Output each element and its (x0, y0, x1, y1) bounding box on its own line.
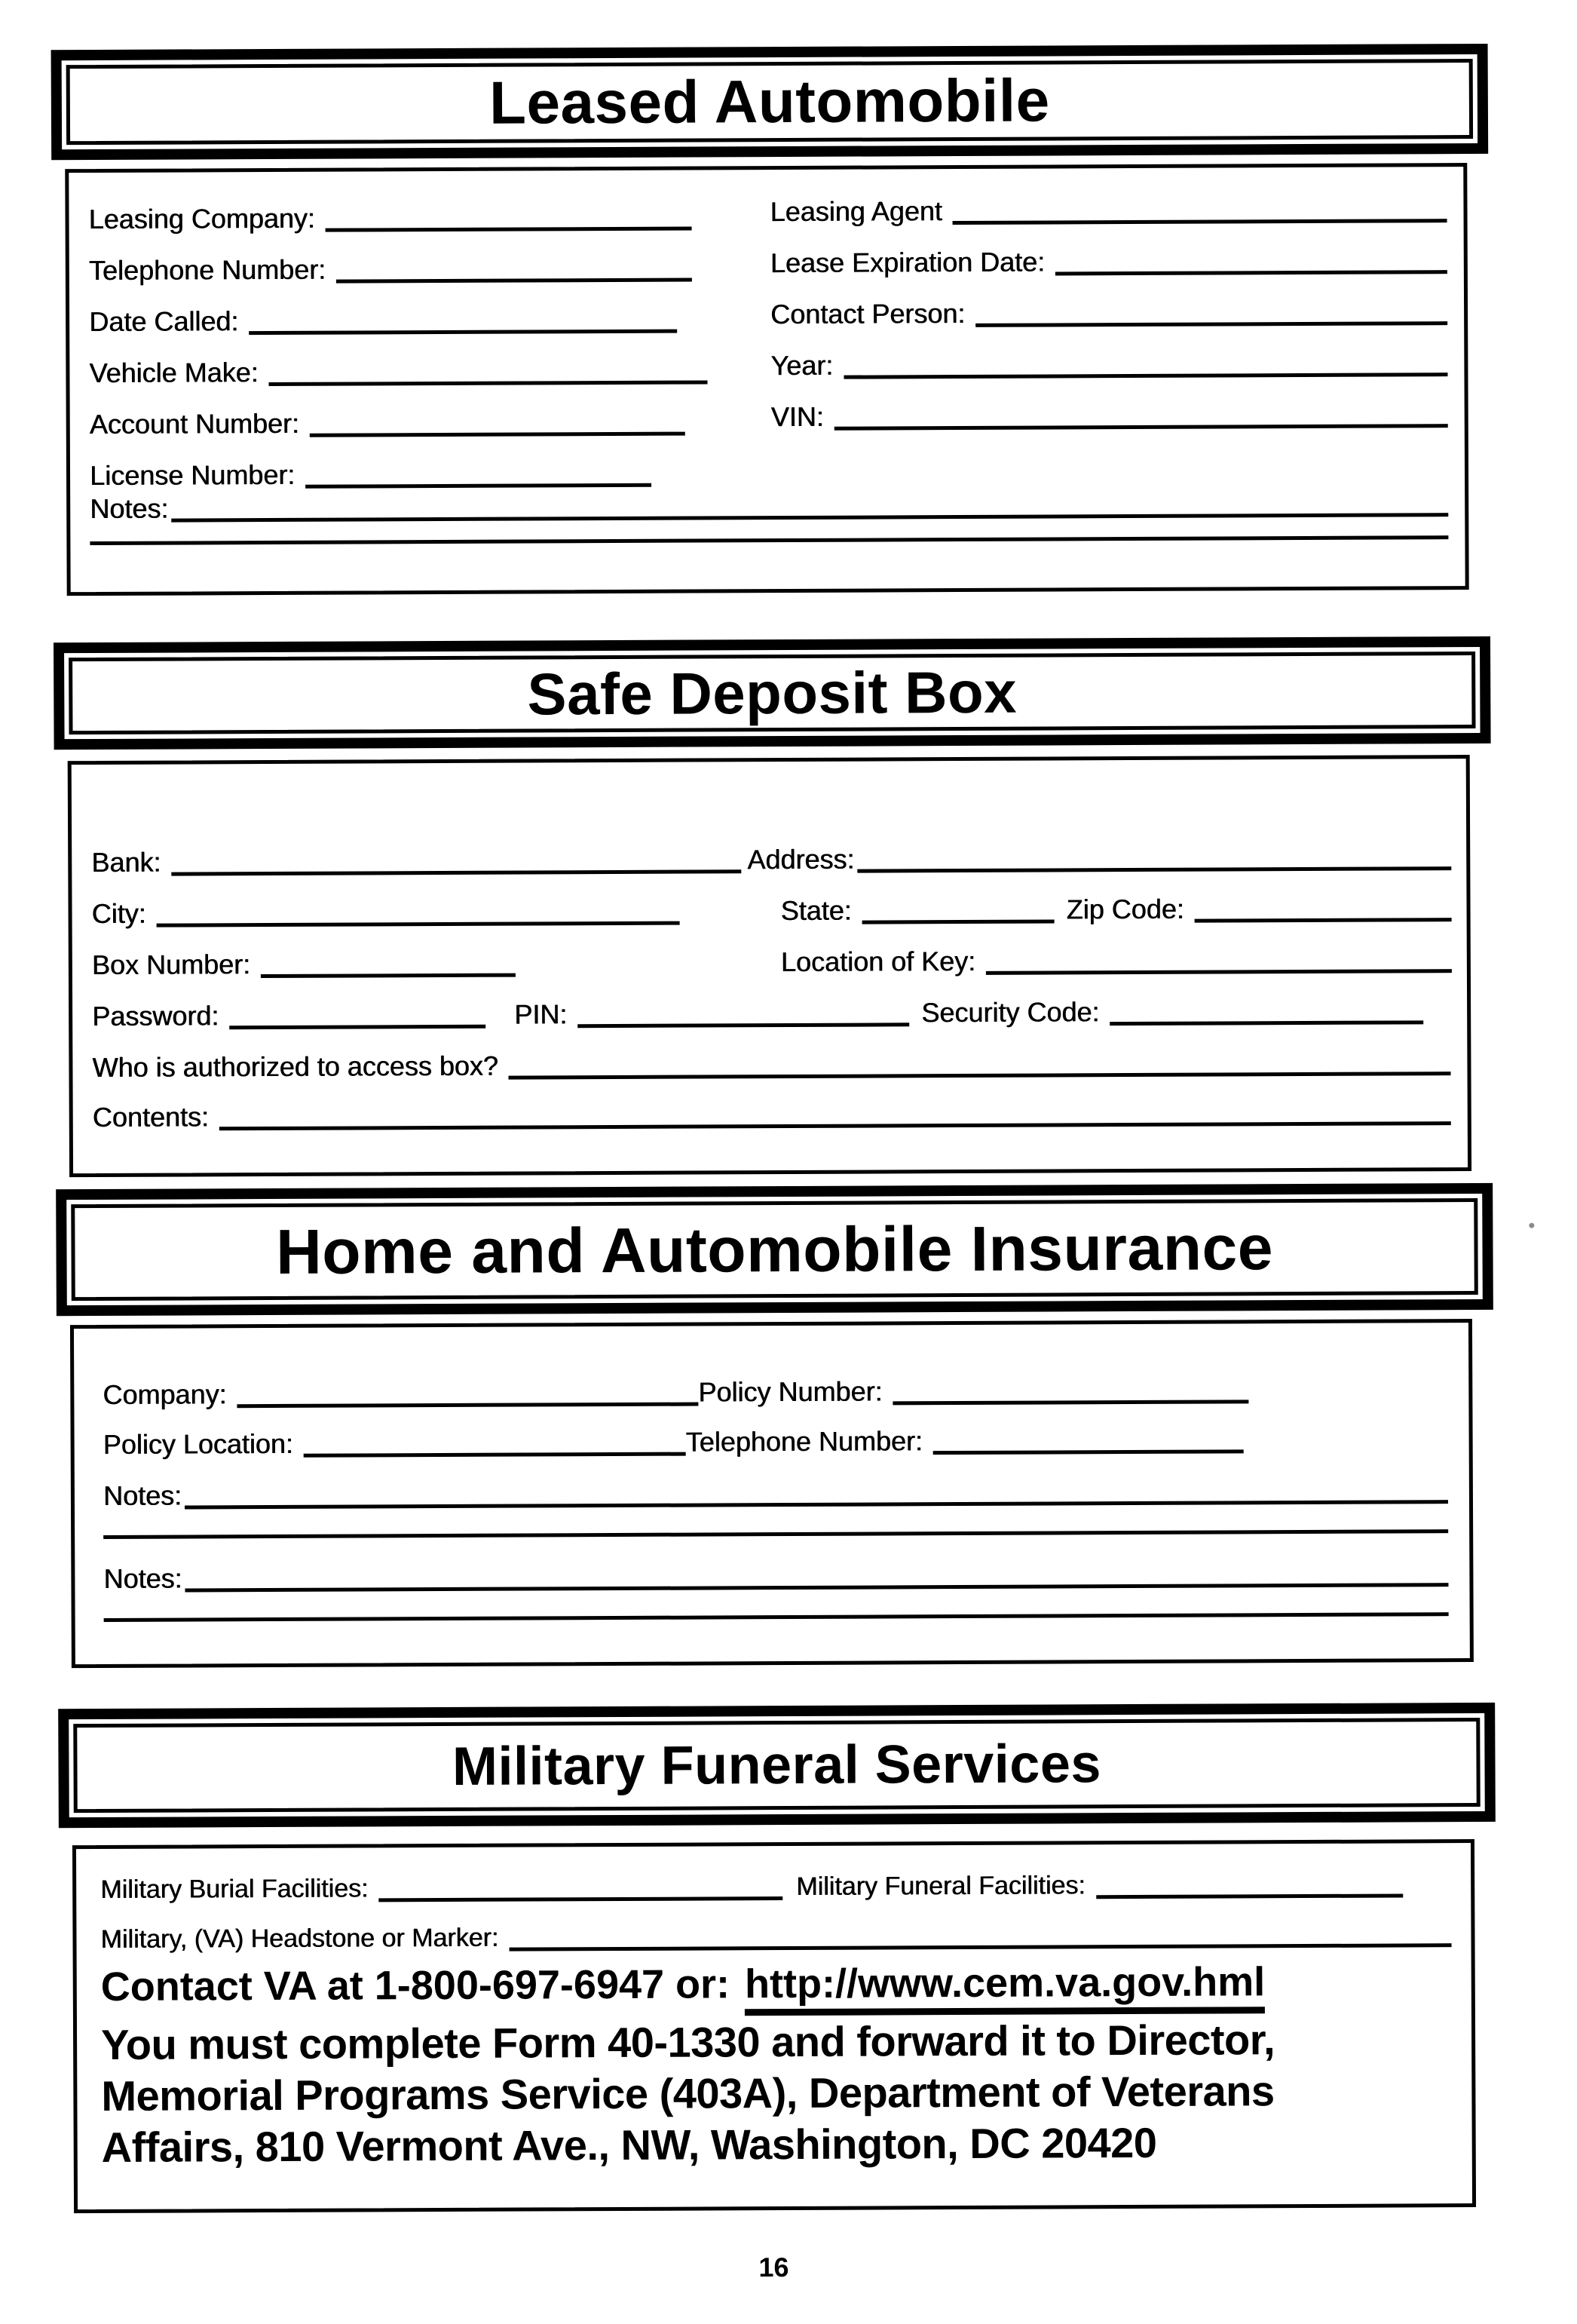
headstone-marker-field (100, 1914, 1451, 1956)
blank-line (104, 1612, 1449, 1622)
vehicle-make-label: Vehicle Make: (89, 357, 259, 389)
leased-automobile-header (51, 44, 1489, 160)
bank-address-label: Address: (747, 843, 855, 875)
blank-line (336, 278, 692, 284)
year-field (770, 343, 1447, 382)
leased-notes-label: Notes: (90, 492, 169, 525)
safe-deposit-header-frame (69, 652, 1475, 734)
security-code-label: Security Code: (921, 996, 1100, 1029)
state-zip-field (780, 888, 1451, 927)
blank-line (103, 1529, 1448, 1539)
military-title: Military Funeral Services (452, 1734, 1102, 1797)
blank-line (304, 1452, 686, 1458)
blank-line (171, 869, 741, 875)
account-number-label: Account Number: (89, 407, 299, 440)
blank-line (185, 1500, 1448, 1509)
military-burial-field (100, 1867, 782, 1906)
contents-field (93, 1092, 1451, 1134)
page-number: 16 (758, 2252, 789, 2283)
blank-line (249, 330, 677, 335)
date-called-field (89, 300, 677, 339)
contents-label: Contents: (92, 1101, 209, 1133)
insurance-section (70, 1319, 1474, 1668)
key-location-field (781, 940, 1452, 979)
safe-deposit-header (54, 636, 1491, 750)
blank-line (326, 227, 692, 232)
safe-deposit-section (68, 755, 1471, 1177)
blank-line (862, 919, 1055, 924)
blank-line (975, 321, 1447, 327)
leased-automobile-section (65, 163, 1468, 596)
pin-label: PIN: (514, 998, 568, 1030)
blank-line (185, 1583, 1449, 1592)
leasing-agent-field (770, 189, 1447, 228)
bank-label: Bank: (91, 846, 161, 878)
military-funeral-label: Military Funeral Facilities: (796, 1871, 1086, 1901)
insurance-telephone-field (686, 1420, 1244, 1458)
policy-location-field (103, 1423, 686, 1461)
vin-field (771, 394, 1448, 434)
blank-line (1055, 270, 1447, 275)
military-header-frame (73, 1718, 1480, 1813)
license-number-label: License Number: (89, 458, 295, 492)
bank-field (91, 840, 741, 879)
insurance-header (56, 1183, 1493, 1316)
blank-line (269, 380, 708, 386)
vin-label: VIN: (770, 400, 824, 433)
blank-line (844, 373, 1447, 379)
blank-line (237, 1403, 698, 1409)
insurance-title: Home and Automobile Insurance (275, 1212, 1274, 1287)
blank-line (893, 1400, 1248, 1405)
blank-line (986, 969, 1452, 975)
blank-line (933, 1449, 1244, 1455)
headstone-marker-label: Military, (VA) Headstone or Marker: (100, 1923, 499, 1954)
blank-line (857, 866, 1451, 872)
insurance-telephone-label: Telephone Number: (685, 1425, 923, 1458)
blank-line (509, 1072, 1451, 1079)
scan-artifact-dot (1529, 1223, 1534, 1228)
leased-automobile-header-frame (66, 59, 1473, 145)
form-instructions-line3: Affairs, 810 Vermont Ave., NW, Washington, DC 20420 (101, 2118, 1157, 2171)
password-label: Password: (92, 1000, 219, 1032)
box-number-field (92, 944, 516, 982)
state-label: State: (780, 894, 852, 927)
military-burial-label: Military Burial Facilities: (100, 1874, 369, 1904)
blank-line (1110, 1020, 1423, 1026)
safe-deposit-title: Safe Deposit Box (527, 658, 1018, 728)
date-called-label: Date Called: (89, 305, 239, 338)
authorized-access-field (92, 1042, 1450, 1084)
blank-line (834, 424, 1448, 431)
bank-address-field (747, 837, 1451, 876)
military-header (58, 1703, 1496, 1828)
blank-line (1195, 918, 1452, 922)
form-instructions-line1: You must complete Form 40-1330 and forward it to Director, (100, 2016, 1275, 2068)
blank-line (219, 1121, 1451, 1130)
blank-line (157, 921, 680, 927)
leased-automobile-title: Leased Automobile (488, 66, 1050, 136)
blank-line (509, 1943, 1451, 1951)
va-website-link: http://www.cem.va.gov.hml (745, 1959, 1265, 2016)
insurance-notes1-field (103, 1470, 1448, 1513)
insurance-notes1-label: Notes: (103, 1479, 182, 1511)
password-pin-security-field (92, 991, 1423, 1033)
lease-expiration-label: Lease Expiration Date: (770, 246, 1046, 279)
box-number-label: Box Number: (91, 949, 251, 981)
blank-line (261, 973, 516, 978)
insurance-header-frame (71, 1198, 1478, 1301)
military-funeral-field (796, 1864, 1403, 1903)
account-number-field (90, 403, 685, 441)
form-instructions (101, 2013, 1466, 2173)
insurance-company-label: Company: (103, 1378, 227, 1410)
policy-number-field (698, 1370, 1248, 1409)
insurance-company-field (103, 1373, 698, 1412)
blank-line (953, 219, 1447, 225)
blank-line (378, 1896, 782, 1902)
insurance-notes2-field (103, 1553, 1448, 1596)
insurance-notes2-label: Notes: (103, 1562, 182, 1594)
blank-line (1096, 1893, 1403, 1899)
telephone-number-field (89, 249, 692, 287)
vehicle-make-field (89, 351, 707, 390)
va-contact-line (101, 1958, 1266, 2010)
leasing-company-field (88, 198, 691, 236)
policy-number-label: Policy Number: (698, 1375, 883, 1408)
city-label: City: (91, 897, 146, 930)
zip-code-label: Zip Code: (1066, 893, 1184, 925)
key-location-label: Location of Key: (780, 945, 976, 978)
leasing-agent-label: Leasing Agent (770, 195, 942, 228)
blank-line (229, 1025, 485, 1029)
leased-notes-field (90, 483, 1448, 526)
leasing-company-label: Leasing Company: (88, 202, 315, 235)
blank-line (310, 432, 685, 437)
lease-expiration-field (770, 241, 1447, 280)
form-instructions-line2: Memorial Programs Service (403A), Department of Veterans (101, 2067, 1275, 2120)
blank-line (171, 513, 1448, 522)
contact-person-label: Contact Person: (770, 297, 966, 330)
military-section (72, 1839, 1476, 2213)
va-contact-text: Contact VA at 1-800-697-6947 or: (100, 1961, 730, 2010)
year-label: Year: (770, 349, 834, 382)
blank-line (90, 535, 1448, 545)
policy-location-label: Policy Location: (103, 1427, 293, 1460)
authorized-access-label: Who is authorized to access box? (92, 1050, 498, 1084)
telephone-number-label: Telephone Number: (88, 253, 326, 287)
city-field (91, 892, 679, 931)
blank-line (577, 1022, 909, 1028)
contact-person-field (770, 292, 1447, 331)
